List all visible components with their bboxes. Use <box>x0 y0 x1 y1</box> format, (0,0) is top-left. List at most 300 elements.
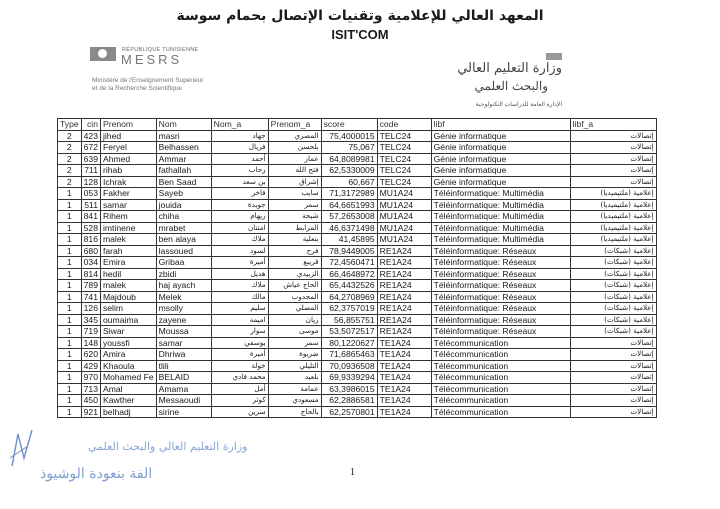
prenom-arabic-cell: عمار <box>268 153 321 165</box>
table-row <box>58 406 657 418</box>
type-cell: 2 <box>58 130 82 142</box>
nom-arabic-cell: أميرة <box>211 349 268 361</box>
table-row <box>58 222 657 234</box>
nom-cell: msolly <box>156 303 211 315</box>
score-cell: 63,3986015 <box>321 383 377 395</box>
table-row <box>58 130 657 142</box>
type-cell: 1 <box>58 257 82 269</box>
filiere-cell: Génie informatique <box>431 153 570 165</box>
type-cell: 2 <box>58 142 82 154</box>
cin-cell: 126 <box>81 303 100 315</box>
prenom-cell: Amal <box>100 383 156 395</box>
filiere-arabic-cell: إعلامية (ملتيميديا) <box>570 188 656 200</box>
ministry-line-1: Ministère de l'Enseignement Supérieur <box>92 77 204 84</box>
nom-arabic-cell: كوثر <box>211 395 268 407</box>
table-row <box>58 337 657 349</box>
score-cell: 57,2653008 <box>321 211 377 223</box>
code-cell: RE1A24 <box>377 245 431 257</box>
nom-cell: Belhassen <box>156 142 211 154</box>
code-cell: TE1A24 <box>377 395 431 407</box>
code-cell: RE1A24 <box>377 314 431 326</box>
prenom-cell: oumaima <box>100 314 156 326</box>
filiere-cell: Téléinformatique: Multimédia <box>431 211 570 223</box>
cin-cell: 450 <box>81 395 100 407</box>
table-row <box>58 349 657 361</box>
code-cell: TE1A24 <box>377 349 431 361</box>
cin-cell: 921 <box>81 406 100 418</box>
prenom-cell: Siwar <box>100 326 156 338</box>
institute-title-arabic: المعهد العالي للإعلامية وتقنيات الإتصال بحمام سوسة <box>176 8 544 24</box>
type-cell: 1 <box>58 303 82 315</box>
cin-cell: 719 <box>81 326 100 338</box>
prenom-cell: farah <box>100 245 156 257</box>
tunisia-flag-icon <box>90 47 116 61</box>
column-header: code <box>377 119 431 131</box>
filiere-cell: Génie informatique <box>431 142 570 154</box>
filiere-arabic-cell: إعلامية (شبكات) <box>570 280 656 292</box>
filiere-arabic-cell: إتصالات <box>570 142 656 154</box>
filiere-arabic-cell: إتصالات <box>570 372 656 384</box>
institute-title: ISIT'COM <box>331 27 389 42</box>
column-header: libf_a <box>570 119 656 131</box>
code-cell: MU1A24 <box>377 188 431 200</box>
prenom-cell: jihed <box>100 130 156 142</box>
table-row <box>58 176 657 188</box>
code-cell: TELC24 <box>377 153 431 165</box>
score-cell: 41,45895 <box>321 234 377 246</box>
nom-arabic-cell: أميرة <box>211 257 268 269</box>
table-row <box>58 188 657 200</box>
table-row <box>58 291 657 303</box>
score-cell: 80,1220627 <box>321 337 377 349</box>
prenom-arabic-cell: الحاج عياش <box>268 280 321 292</box>
nom-arabic-cell: جويدة <box>211 199 268 211</box>
official-stamp-text: وزارة التعليم العالي والبحث العلمي <box>88 440 248 453</box>
prenom-arabic-cell: المرابط <box>268 222 321 234</box>
nom-arabic-cell: ريهام <box>211 211 268 223</box>
column-header: Type <box>58 119 82 131</box>
code-cell: TE1A24 <box>377 383 431 395</box>
score-cell: 75,4000015 <box>321 130 377 142</box>
filiere-cell: Télécommunication <box>431 395 570 407</box>
type-cell: 1 <box>58 268 82 280</box>
score-cell: 65,4432526 <box>321 280 377 292</box>
prenom-arabic-cell: بلعيد <box>268 372 321 384</box>
nom-arabic-cell: سليم <box>211 303 268 315</box>
type-cell: 1 <box>58 395 82 407</box>
filiere-cell: Téléinformatique: Multimédia <box>431 188 570 200</box>
table-row <box>58 372 657 384</box>
nom-arabic-cell: هديل <box>211 268 268 280</box>
cin-cell: 680 <box>81 245 100 257</box>
nom-cell: Messaoudi <box>156 395 211 407</box>
prenom-arabic-cell: عمامة <box>268 383 321 395</box>
prenom-arabic-cell: فتح الله <box>268 165 321 177</box>
code-cell: RE1A24 <box>377 326 431 338</box>
table-row <box>58 165 657 177</box>
cin-cell: 620 <box>81 349 100 361</box>
filiere-cell: Génie informatique <box>431 165 570 177</box>
ministry-line-2: et de la Recherche Scientifique <box>92 85 182 92</box>
nom-cell: samar <box>156 337 211 349</box>
filiere-arabic-cell: إعلامية (شبكات) <box>570 257 656 269</box>
filiere-cell: Téléinformatique: Réseaux <box>431 291 570 303</box>
score-cell: 62,3757019 <box>321 303 377 315</box>
prenom-cell: Majdoub <box>100 291 156 303</box>
type-cell: 1 <box>58 280 82 292</box>
nom-cell: zayene <box>156 314 211 326</box>
score-cell: 56,855751 <box>321 314 377 326</box>
cin-cell: 429 <box>81 360 100 372</box>
filiere-arabic-cell: إعلامية (شبكات) <box>570 303 656 315</box>
type-cell: 2 <box>58 176 82 188</box>
table-row <box>58 268 657 280</box>
prenom-cell: hedil <box>100 268 156 280</box>
code-cell: TE1A24 <box>377 360 431 372</box>
table-row <box>58 199 657 211</box>
cin-cell: 511 <box>81 199 100 211</box>
score-cell: 70,0936508 <box>321 360 377 372</box>
type-cell: 1 <box>58 222 82 234</box>
code-cell: TELC24 <box>377 130 431 142</box>
code-cell: TELC24 <box>377 165 431 177</box>
prenom-cell: imtinene <box>100 222 156 234</box>
cin-cell: 741 <box>81 291 100 303</box>
nom-cell: Moussa <box>156 326 211 338</box>
score-cell: 60,667 <box>321 176 377 188</box>
directorate-label: الإدارة العامة للدراسات التكنولوجية <box>475 102 562 108</box>
prenom-arabic-cell: قريبع <box>268 257 321 269</box>
type-cell: 1 <box>58 326 82 338</box>
prenom-cell: Mohamed Fe <box>100 372 156 384</box>
filiere-arabic-cell: إتصالات <box>570 360 656 372</box>
nom-arabic-cell: فاخر <box>211 188 268 200</box>
type-cell: 1 <box>58 372 82 384</box>
filiere-arabic-cell: إتصالات <box>570 395 656 407</box>
prenom-cell: Feryel <box>100 142 156 154</box>
type-cell: 2 <box>58 153 82 165</box>
prenom-cell: Kawther <box>100 395 156 407</box>
nom-arabic-cell: يوسفي <box>211 337 268 349</box>
prenom-cell: rihab <box>100 165 156 177</box>
filiere-cell: Télécommunication <box>431 383 570 395</box>
code-cell: RE1A24 <box>377 303 431 315</box>
score-cell: 53,5072517 <box>321 326 377 338</box>
cin-cell: 711 <box>81 165 100 177</box>
filiere-cell: Génie informatique <box>431 130 570 142</box>
cin-cell: 814 <box>81 268 100 280</box>
filiere-arabic-cell: إعلامية (ملتيميديا) <box>570 234 656 246</box>
code-cell: RE1A24 <box>377 257 431 269</box>
code-cell: MU1A24 <box>377 234 431 246</box>
filiere-arabic-cell: إتصالات <box>570 165 656 177</box>
filiere-arabic-cell: إعلامية (شبكات) <box>570 268 656 280</box>
signatory-name: الفة بنعودة الوشيوذ <box>40 466 153 482</box>
prenom-arabic-cell: مسعودي <box>268 395 321 407</box>
type-cell: 1 <box>58 360 82 372</box>
ministry-arabic-line-1: وزارة التعليم العالي <box>457 61 562 76</box>
mesrs-acronym: MESRS <box>121 52 183 67</box>
score-cell: 64,6651993 <box>321 199 377 211</box>
score-cell: 72,4560471 <box>321 257 377 269</box>
nom-arabic-cell: محمد فادي <box>211 372 268 384</box>
prenom-arabic-cell: المجدوب <box>268 291 321 303</box>
nom-arabic-cell: جهاد <box>211 130 268 142</box>
prenom-cell: belhadj <box>100 406 156 418</box>
cin-cell: 034 <box>81 257 100 269</box>
filiere-arabic-cell: إتصالات <box>570 130 656 142</box>
filiere-cell: Téléinformatique: Multimédia <box>431 222 570 234</box>
nom-cell: mrabet <box>156 222 211 234</box>
prenom-arabic-cell: شيحة <box>268 211 321 223</box>
code-cell: RE1A24 <box>377 268 431 280</box>
type-cell: 1 <box>58 314 82 326</box>
code-cell: TELC24 <box>377 176 431 188</box>
filiere-arabic-cell: إتصالات <box>570 337 656 349</box>
nom-cell: Gribaa <box>156 257 211 269</box>
prenom-arabic-cell: فرح <box>268 245 321 257</box>
filiere-cell: Téléinformatique: Réseaux <box>431 303 570 315</box>
filiere-cell: Téléinformatique: Multimédia <box>431 234 570 246</box>
nom-arabic-cell: فريال <box>211 142 268 154</box>
page-number: 1 <box>350 467 355 478</box>
nom-arabic-cell: رحاب <box>211 165 268 177</box>
nom-cell: Amama <box>156 383 211 395</box>
filiere-cell: Télécommunication <box>431 360 570 372</box>
filiere-cell: Télécommunication <box>431 337 570 349</box>
filiere-cell: Télécommunication <box>431 349 570 361</box>
prenom-cell: Khaoula <box>100 360 156 372</box>
table-row <box>58 211 657 223</box>
filiere-cell: Télécommunication <box>431 406 570 418</box>
table-row <box>58 303 657 315</box>
score-cell: 62,2886581 <box>321 395 377 407</box>
code-cell: TE1A24 <box>377 337 431 349</box>
ministry-arabic-logo <box>457 55 590 115</box>
cin-cell: 639 <box>81 153 100 165</box>
prenom-arabic-cell: التليلي <box>268 360 321 372</box>
prenom-cell: youssfi <box>100 337 156 349</box>
code-cell: TE1A24 <box>377 372 431 384</box>
type-cell: 1 <box>58 291 82 303</box>
nom-arabic-cell: خولة <box>211 360 268 372</box>
filiere-arabic-cell: إعلامية (ملتيميديا) <box>570 222 656 234</box>
prenom-cell: Emira <box>100 257 156 269</box>
cin-cell: 528 <box>81 222 100 234</box>
filiere-cell: Téléinformatique: Multimédia <box>431 199 570 211</box>
cin-cell: 713 <box>81 383 100 395</box>
prenom-cell: samar <box>100 199 156 211</box>
filiere-cell: Téléinformatique: Réseaux <box>431 314 570 326</box>
table-row <box>58 395 657 407</box>
code-cell: MU1A24 <box>377 222 431 234</box>
filiere-cell: Téléinformatique: Réseaux <box>431 245 570 257</box>
prenom-arabic-cell: إشراق <box>268 176 321 188</box>
prenom-arabic-cell: سمر <box>268 199 321 211</box>
score-cell: 75,067 <box>321 142 377 154</box>
score-cell: 64,8089981 <box>321 153 377 165</box>
cin-cell: 789 <box>81 280 100 292</box>
code-cell: TE1A24 <box>377 406 431 418</box>
column-header: Prenom <box>100 119 156 131</box>
cin-cell: 672 <box>81 142 100 154</box>
filiere-arabic-cell: إتصالات <box>570 176 656 188</box>
republic-label: RÉPUBLIQUE TUNISIENNE <box>122 47 199 53</box>
type-cell: 1 <box>58 234 82 246</box>
score-cell: 71,6865463 <box>321 349 377 361</box>
nom-cell: chiha <box>156 211 211 223</box>
prenom-arabic-cell: زيان <box>268 314 321 326</box>
prenom-cell: malek <box>100 234 156 246</box>
nom-cell: Dhriwa <box>156 349 211 361</box>
cin-cell: 970 <box>81 372 100 384</box>
cin-cell: 841 <box>81 211 100 223</box>
type-cell: 1 <box>58 199 82 211</box>
prenom-arabic-cell: سمر <box>268 337 321 349</box>
nom-arabic-cell: اميمة <box>211 314 268 326</box>
nom-arabic-cell: ملاك <box>211 234 268 246</box>
nom-arabic-cell: سرين <box>211 406 268 418</box>
nom-cell: fathallah <box>156 165 211 177</box>
nom-arabic-cell: امتنان <box>211 222 268 234</box>
cin-cell: 128 <box>81 176 100 188</box>
nom-cell: lassoued <box>156 245 211 257</box>
nom-arabic-cell: مالك <box>211 291 268 303</box>
results-table <box>57 118 657 418</box>
nom-arabic-cell: ملاك <box>211 280 268 292</box>
nom-cell: Ben Saad <box>156 176 211 188</box>
filiere-cell: Téléinformatique: Réseaux <box>431 280 570 292</box>
prenom-arabic-cell: ضريوة <box>268 349 321 361</box>
nom-cell: Melek <box>156 291 211 303</box>
filiere-cell: Téléinformatique: Réseaux <box>431 268 570 280</box>
prenom-arabic-cell: بالحاج <box>268 406 321 418</box>
prenom-cell: Ahmed <box>100 153 156 165</box>
nom-cell: Sayeb <box>156 188 211 200</box>
signature-mark <box>6 428 86 468</box>
score-cell: 78,9449005 <box>321 245 377 257</box>
filiere-arabic-cell: إتصالات <box>570 349 656 361</box>
column-header: Nom_a <box>211 119 268 131</box>
nom-arabic-cell: أحمد <box>211 153 268 165</box>
nom-cell: sirine <box>156 406 211 418</box>
score-cell: 62,2570801 <box>321 406 377 418</box>
table-row <box>58 383 657 395</box>
column-header: Prenom_a <box>268 119 321 131</box>
filiere-arabic-cell: إعلامية (شبكات) <box>570 314 656 326</box>
filiere-cell: Télécommunication <box>431 372 570 384</box>
type-cell: 1 <box>58 383 82 395</box>
prenom-cell: Ichrak <box>100 176 156 188</box>
filiere-arabic-cell: إعلامية (شبكات) <box>570 245 656 257</box>
table-row <box>58 245 657 257</box>
filiere-cell: Téléinformatique: Réseaux <box>431 326 570 338</box>
table-row <box>58 280 657 292</box>
filiere-arabic-cell: إتصالات <box>570 383 656 395</box>
cin-cell: 816 <box>81 234 100 246</box>
table-header-row <box>58 119 657 131</box>
table-row <box>58 153 657 165</box>
score-cell: 62,5330009 <box>321 165 377 177</box>
type-cell: 1 <box>58 337 82 349</box>
code-cell: RE1A24 <box>377 291 431 303</box>
prenom-arabic-cell: المصلي <box>268 303 321 315</box>
column-header: libf <box>431 119 570 131</box>
ministry-arabic-line-2: والبحث العلمي <box>474 79 548 93</box>
filiere-arabic-cell: إعلامية (شبكات) <box>570 291 656 303</box>
filiere-cell: Génie informatique <box>431 176 570 188</box>
cin-cell: 053 <box>81 188 100 200</box>
table-row <box>58 326 657 338</box>
nom-cell: BELAID <box>156 372 211 384</box>
filiere-arabic-cell: إعلامية (ملتيميديا) <box>570 211 656 223</box>
table-row <box>58 234 657 246</box>
filiere-arabic-cell: إعلامية (شبكات) <box>570 326 656 338</box>
code-cell: MU1A24 <box>377 199 431 211</box>
cin-cell: 423 <box>81 130 100 142</box>
prenom-cell: selim <box>100 303 156 315</box>
column-header: cin <box>81 119 100 131</box>
score-cell: 64,2708969 <box>321 291 377 303</box>
column-header: score <box>321 119 377 131</box>
prenom-cell: Fakher <box>100 188 156 200</box>
score-cell: 71,3172989 <box>321 188 377 200</box>
nom-arabic-cell: سوار <box>211 326 268 338</box>
nom-cell: haj ayach <box>156 280 211 292</box>
prenom-arabic-cell: بلحسن <box>268 142 321 154</box>
code-cell: RE1A24 <box>377 280 431 292</box>
nom-arabic-cell: بن سعد <box>211 176 268 188</box>
type-cell: 1 <box>58 188 82 200</box>
prenom-arabic-cell: الزبيدي <box>268 268 321 280</box>
nom-arabic-cell: لسود <box>211 245 268 257</box>
filiere-arabic-cell: إعلامية (ملتيميديا) <box>570 199 656 211</box>
prenom-cell: malek <box>100 280 156 292</box>
cin-cell: 148 <box>81 337 100 349</box>
nom-cell: masri <box>156 130 211 142</box>
prenom-arabic-cell: سايب <box>268 188 321 200</box>
filiere-cell: Téléinformatique: Réseaux <box>431 257 570 269</box>
nom-arabic-cell: أمل <box>211 383 268 395</box>
table-row <box>58 257 657 269</box>
type-cell: 1 <box>58 349 82 361</box>
nom-cell: tlili <box>156 360 211 372</box>
score-cell: 66,4648972 <box>321 268 377 280</box>
filiere-arabic-cell: إتصالات <box>570 406 656 418</box>
nom-cell: ben alaya <box>156 234 211 246</box>
mesrs-logo <box>90 45 270 95</box>
type-cell: 1 <box>58 406 82 418</box>
prenom-cell: Amira <box>100 349 156 361</box>
type-cell: 1 <box>58 211 82 223</box>
code-cell: TELC24 <box>377 142 431 154</box>
type-cell: 2 <box>58 165 82 177</box>
score-cell: 69,9339294 <box>321 372 377 384</box>
nom-cell: Ammar <box>156 153 211 165</box>
nom-cell: jouida <box>156 199 211 211</box>
prenom-arabic-cell: بنعلية <box>268 234 321 246</box>
flag-badge-icon <box>546 53 562 60</box>
table-row <box>58 142 657 154</box>
table-row <box>58 360 657 372</box>
code-cell: MU1A24 <box>377 211 431 223</box>
column-header: Nom <box>156 119 211 131</box>
score-cell: 46,6371498 <box>321 222 377 234</box>
filiere-arabic-cell: إتصالات <box>570 153 656 165</box>
type-cell: 1 <box>58 245 82 257</box>
prenom-arabic-cell: موسى <box>268 326 321 338</box>
cin-cell: 345 <box>81 314 100 326</box>
